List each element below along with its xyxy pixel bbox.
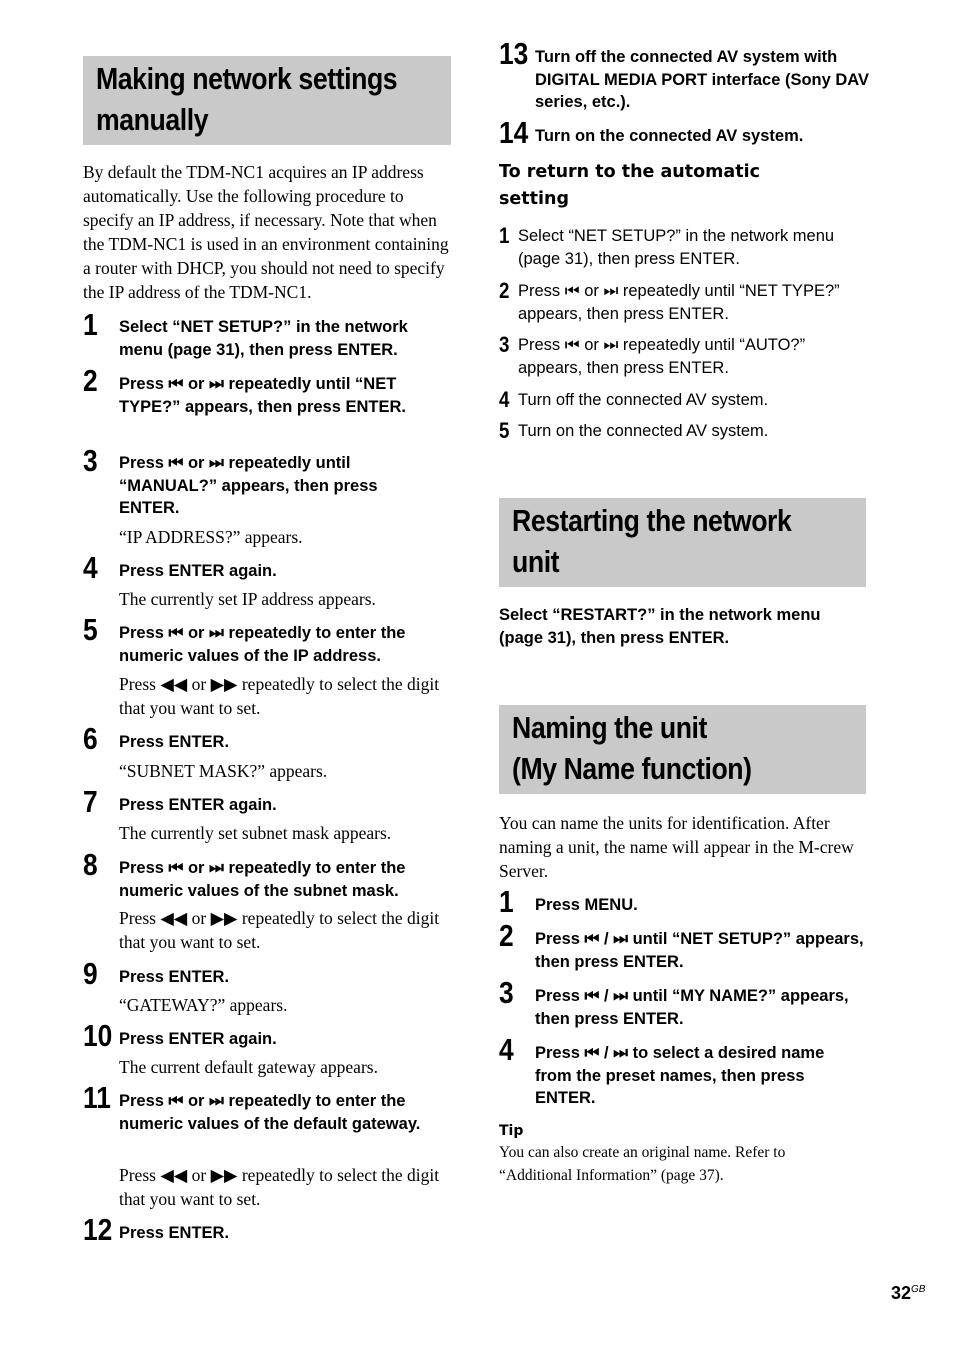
intro-paragraph: By default the TDM-NC1 acquires an IP address automatically. Use the following procedure to specify an IP address, if necessary. Note that when the TDM-NC1 is used in an environment containing a router with DHCP, you should not need to specify the IP address of the TDM-NC1. <box>83 162 449 302</box>
heading-line-2: manually <box>96 102 209 137</box>
step-number: 9 <box>83 956 98 991</box>
tip-label: Tip <box>499 1123 524 1139</box>
step-number: 4 <box>83 550 98 585</box>
step-text: Press ENTER again. <box>119 562 277 580</box>
step-text: Press ⏮ / ⏭ until “NET SETUP?” appears, then press ENTER. <box>535 930 864 971</box>
step-note: “SUBNET MASK?” appears. <box>119 761 328 781</box>
page-number-value: 32 <box>891 1283 912 1303</box>
step-number: 5 <box>499 418 510 443</box>
step-text: Press MENU. <box>535 896 638 914</box>
step-text: Turn off the connected AV system with DIGITAL MEDIA PORT interface (Sony DAV series, etc.). <box>535 48 870 111</box>
step-note: Press ◀◀ or ▶▶ repeatedly to select the digit that you want to set. <box>119 1165 440 1209</box>
step-text: Press ⏮ / ⏭ to select a desired name from the preset names, then press ENTER. <box>535 1044 825 1107</box>
step-number: 14 <box>499 115 529 150</box>
step-number: 8 <box>83 847 98 882</box>
step-number: 2 <box>83 363 98 398</box>
step-text: Turn off the connected AV system. <box>518 391 769 409</box>
step-text: Press ⏮ or ⏭ repeatedly until “NET TYPE?” appears, then press ENTER. <box>119 375 406 416</box>
step-number: 1 <box>499 223 510 248</box>
step-text: Press ENTER again. <box>119 1030 277 1048</box>
step-number: 1 <box>499 884 514 919</box>
step-text: Press ⏮ or ⏭ repeatedly until “MANUAL?” appears, then press ENTER. <box>119 454 378 517</box>
step-text: Press ⏮ or ⏭ repeatedly to enter the numeric values of the subnet mask. <box>119 859 406 900</box>
restart-instruction: Select “RESTART?” in the network menu (page 31), then press ENTER. <box>499 606 821 647</box>
heading-line-1: Naming the unit <box>512 710 707 745</box>
section-heading-restart <box>499 498 866 587</box>
step-note: Press ◀◀ or ▶▶ repeatedly to select the digit that you want to set. <box>119 908 440 952</box>
step-number: 2 <box>499 278 510 303</box>
heading-line-1: Restarting the network <box>512 503 792 538</box>
tip-text: You can also create an original name. Refer to “Additional Information” (page 37). <box>499 1144 786 1184</box>
section-heading-my-name <box>499 705 866 794</box>
step-note: The currently set IP address appears. <box>119 589 376 609</box>
automatic-setting-heading: To return to the automatic setting <box>499 162 760 209</box>
step-number: 5 <box>83 612 98 647</box>
step-note: Press ◀◀ or ▶▶ repeatedly to select the digit that you want to set. <box>119 674 440 718</box>
step-number: 3 <box>499 332 510 357</box>
step-number: 4 <box>499 1032 514 1067</box>
step-note: “GATEWAY?” appears. <box>119 995 288 1015</box>
step-text: Select “NET SETUP?” in the network menu (page 31), then press ENTER. <box>518 227 835 268</box>
step-text: Press ENTER. <box>119 968 230 986</box>
step-number: 3 <box>83 443 98 478</box>
heading-line-2: unit <box>512 544 560 579</box>
heading-line-1: Making network settings <box>96 61 398 96</box>
step-text: Press ⏮ or ⏭ repeatedly until “AUTO?” appears, then press ENTER. <box>518 336 806 377</box>
step-text: Press ENTER. <box>119 1224 230 1242</box>
step-text: Turn on the connected AV system. <box>518 422 769 440</box>
step-number: 6 <box>83 721 98 756</box>
step-note: The current default gateway appears. <box>119 1057 378 1077</box>
page-number-suffix: GB <box>911 1284 926 1295</box>
step-note: “IP ADDRESS?” appears. <box>119 527 303 547</box>
step-number: 2 <box>499 918 514 953</box>
step-number: 4 <box>499 387 510 412</box>
step-text: Press ⏮ or ⏭ repeatedly until “NET TYPE?” appears, then press ENTER. <box>518 282 840 323</box>
section-heading-manual-settings <box>83 56 451 145</box>
step-text: Press ⏮ or ⏭ repeatedly to enter the numeric values of the default gateway. <box>119 1092 421 1133</box>
step-number: 1 <box>83 307 98 342</box>
step-number: 13 <box>499 36 529 71</box>
step-note: The currently set subnet mask appears. <box>119 823 392 843</box>
step-text: Press ⏮ / ⏭ until “MY NAME?” appears, then press ENTER. <box>535 987 849 1028</box>
my-name-intro: You can name the units for identification. After naming a unit, the name will appear in the M-crew Server. <box>499 813 854 881</box>
page-number <box>891 1283 925 1304</box>
step-number: 7 <box>83 784 98 819</box>
step-text: Press ⏮ or ⏭ repeatedly to enter the numeric values of the IP address. <box>119 624 406 665</box>
step-number: 3 <box>499 975 514 1010</box>
step-number: 10 <box>83 1018 113 1053</box>
heading-line-2: (My Name function) <box>512 751 752 786</box>
step-text: Press ENTER. <box>119 733 230 751</box>
step-text: Select “NET SETUP?” in the network menu (page 31), then press ENTER. <box>119 318 408 359</box>
step-text: Turn on the connected AV system. <box>535 127 804 145</box>
step-text: Press ENTER again. <box>119 796 277 814</box>
step-number: 11 <box>83 1080 111 1115</box>
step-number: 12 <box>83 1212 113 1247</box>
